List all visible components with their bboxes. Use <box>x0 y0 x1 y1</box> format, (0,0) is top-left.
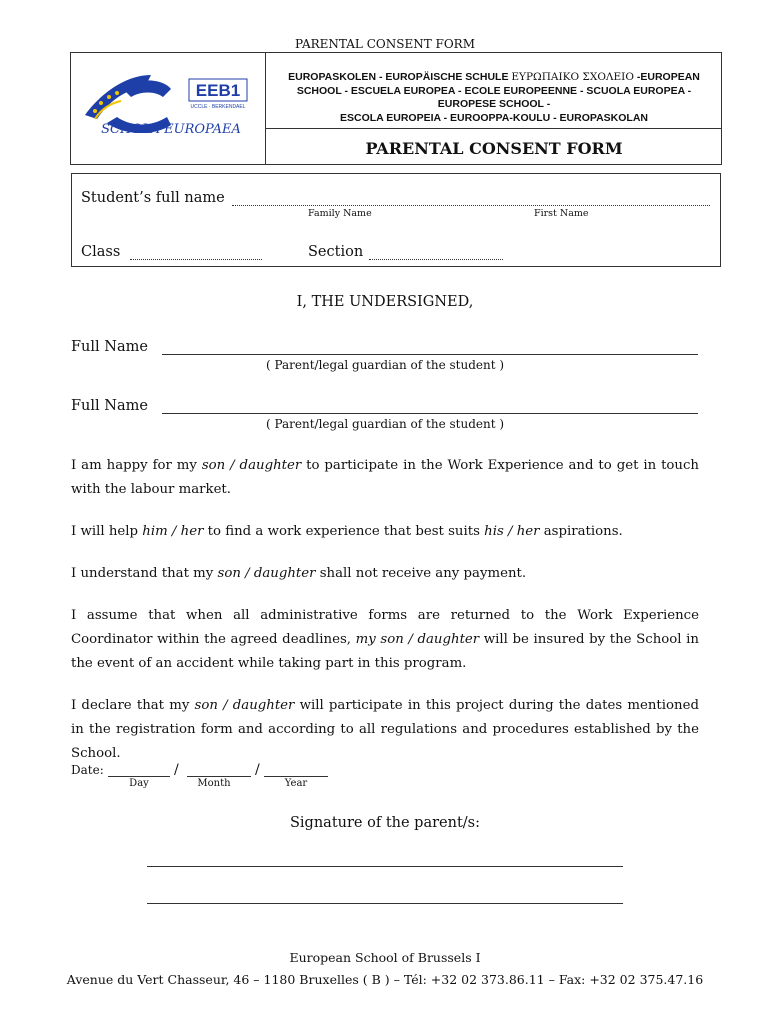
class-field[interactable] <box>130 259 262 260</box>
logo-badge-sub: UCCLE · BERKENDAEL <box>190 104 246 110</box>
section-label: Section <box>308 244 364 260</box>
paragraph-payment: I understand that my son / daughter shall not receive any payment. <box>71 566 527 581</box>
footer-school: European School of Brussels I <box>289 950 481 965</box>
page-header-title: PARENTAL CONSENT FORM <box>294 37 476 51</box>
header-table <box>70 52 722 165</box>
family-name-caption: Family Name <box>308 208 372 219</box>
paragraph-help: I will help him / her to find a work experience that best suits his / her aspirations. <box>71 524 623 539</box>
schools-line4: ESCOLA EUROPEIA - EUROOPPA-KOULU - EUROPASKOLAN <box>339 111 648 124</box>
schools-line1-greek: ΕΥΡΩΠΑΙΚΟ ΣΧΟΛΕΙΟ <box>511 71 634 83</box>
schools-line2: SCHOOL - ESCUELA EUROPEA - ECOLE EUROPEENNE - SCUOLA EUROPEA - <box>296 84 692 97</box>
schools-line1: EUROPASKOLEN - EUROPÄISCHE SCHULE <box>288 71 509 83</box>
paragraph-participation: I am happy for my son / daughter to participate in the Work Experience and to get in touch with the labour market. <box>71 458 699 497</box>
date-month-field[interactable] <box>187 776 251 777</box>
date-month-caption: Month <box>197 778 231 789</box>
logo-wordmark: SCHOLA EUROPAEA <box>101 122 241 137</box>
schools-line3: EUROPESE SCHOOL - <box>437 98 551 110</box>
guardian2-name-field[interactable] <box>162 413 698 414</box>
paragraph-declaration: I declare that my son / daughter will participate in this project during the dates mentioned in the registration form and according to all regulations and procedures established by the School. <box>71 698 699 761</box>
school-logo <box>71 53 266 164</box>
student-name-field[interactable] <box>232 205 710 206</box>
header-divider <box>265 128 721 129</box>
guardian1-caption: ( Parent/legal guardian of the student ) <box>265 358 505 372</box>
date-separator-1: / <box>174 762 179 778</box>
guardian2-label: Full Name <box>71 398 148 414</box>
signature-label: Signature of the parent/s: <box>289 815 480 831</box>
student-name-label: Student’s full name <box>81 190 225 206</box>
date-label: Date: <box>71 763 104 777</box>
signature-line-2[interactable] <box>147 903 623 904</box>
date-day-caption: Day <box>129 778 149 789</box>
class-label: Class <box>81 244 121 260</box>
undersigned-heading: I, THE UNDERSIGNED, <box>296 294 474 310</box>
section-field[interactable] <box>369 259 503 260</box>
date-separator-2: / <box>255 762 260 778</box>
form-title: PARENTAL CONSENT FORM <box>365 139 623 158</box>
footer-address: Avenue du Vert Chasseur, 46 – 1180 Bruxelles ( B ) – Tél: +32 02 373.86.11 – Fax: +32 02 375.47.16 <box>66 972 704 987</box>
date-year-field[interactable] <box>264 776 328 777</box>
schools-line1-end: -EUROPEAN <box>636 71 700 83</box>
first-name-caption: First Name <box>534 208 589 219</box>
guardian1-name-field[interactable] <box>162 354 698 355</box>
date-day-field[interactable] <box>108 776 170 777</box>
paragraph-insurance: I assume that when all administrative forms are returned to the Work Experience Coordinator within the agreed deadlines, my son / daughter will be insured by the School in the event of an accident while taking part in this program. <box>71 608 699 671</box>
guardian1-label: Full Name <box>71 339 148 355</box>
student-info-box <box>71 173 721 267</box>
school-names <box>267 71 721 125</box>
logo-badge-text: EEB1 <box>195 81 241 100</box>
signature-line-1[interactable] <box>147 866 623 867</box>
guardian2-caption: ( Parent/legal guardian of the student ) <box>265 417 505 431</box>
date-year-caption: Year <box>284 778 308 789</box>
